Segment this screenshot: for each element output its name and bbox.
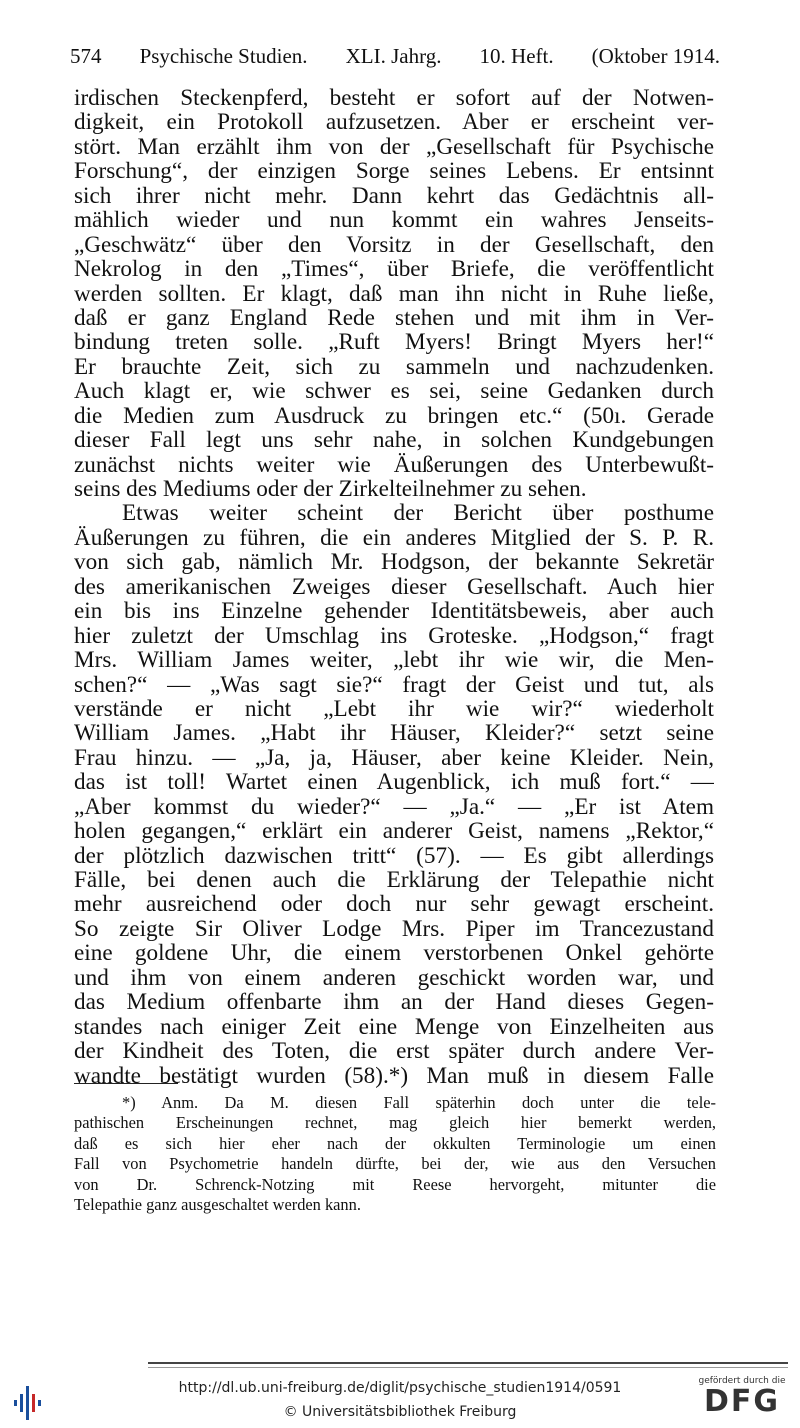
text-line: der plötzlich dazwischen tritt“ (57). — Es gibt allerdings	[74, 843, 714, 868]
text-line: mehr ausreichend oder doch nur sehr gewagt erscheint.	[74, 892, 714, 917]
text-line: holen gegangen,“ erklärt ein anderer Geist, namens „Rektor,“	[74, 819, 714, 844]
text-line: das ist toll! Wartet einen Augenblick, ich muß fort.“ —	[74, 770, 714, 795]
text-line: digkeit, ein Protokoll aufzusetzen. Aber er erscheint ver-	[74, 110, 714, 135]
text-line: dieser Fall legt uns sehr nahe, in solchen Kundgebungen	[74, 428, 714, 453]
text-line: von sich gab, nämlich Mr. Hodgson, der bekannte Sekretär	[74, 550, 714, 575]
running-header	[70, 44, 720, 69]
text-line: sich ihrer nicht mehr. Dann kehrt das Gedächtnis all-	[74, 183, 714, 209]
text-line: der Kindheit des Toten, die erst später durch andere Ver-	[74, 1039, 714, 1064]
text-line: Nekrolog in den „Times“, über Briefe, die veröffentlicht	[74, 257, 714, 282]
footnote-line: pathischen Erscheinungen rechnet, mag gleich hier bemerkt werden,	[74, 1113, 716, 1133]
text-line: verstände er nicht „Lebt ihr wie wir?“ wiederholt	[74, 696, 714, 722]
text-line: hier zuletzt der Umschlag ins Groteske. „Hodgson,“ fragt	[74, 623, 714, 649]
text-line: bindung treten solle. „Ruft Myers! Bringt Myers her!“	[74, 330, 714, 355]
text-line: zunächst nichts weiter wie Äußerungen des Unterbewußt-	[74, 452, 714, 477]
text-line: Äußerungen zu führen, die ein anderes Mitglied der S. P. R.	[74, 525, 714, 551]
text-line: Fälle, bei denen auch die Erklärung der Telepathie nicht	[74, 868, 714, 893]
dfg-tagline: gefördert durch die	[698, 1376, 786, 1386]
footnote-rule	[74, 1083, 178, 1084]
journal-title: Psychische Studien.	[139, 44, 308, 68]
text-line: standes nach einiger Zeit eine Menge von Einzelheiten aus	[74, 1014, 714, 1040]
text-line: das Medium offenbarte ihm an der Hand dieses Gegen-	[74, 990, 714, 1015]
text-line: Forschung“, der einzigen Sorge seines Lebens. Er entsinnt	[74, 159, 714, 184]
text-line: stört. Man erzählt ihm von der „Gesellschaft für Psychische	[74, 134, 714, 160]
viewer-footer	[0, 1372, 800, 1428]
footnote	[74, 1093, 716, 1215]
text-line: So zeigte Sir Oliver Lodge Mrs. Piper im Trancezustand	[74, 916, 714, 942]
footnote-line: Telepathie ganz ausgeschaltet werden kann.	[74, 1194, 361, 1214]
text-line: die Medien zum Ausdruck zu bringen etc.“ (50ı. Gerade	[74, 403, 714, 429]
copyright-notice: © Universitätsbibliothek Freiburg	[283, 1404, 517, 1420]
dfg-wordmark: DFG	[703, 1384, 781, 1419]
issue: 10. Heft.	[479, 44, 554, 68]
text-line: Etwas weiter scheint der Bericht über posthume	[122, 501, 714, 526]
body-text	[74, 86, 714, 1088]
text-line: daß er ganz England Rede stehen und mit ihm in Ver-	[74, 305, 714, 331]
issue-date: (Oktober 1914.	[591, 44, 720, 68]
text-line: mählich wieder und nun kommt ein wahres Jenseits-	[74, 208, 714, 233]
scan-edge	[148, 1367, 788, 1368]
text-line: Frau hinzu. — „Ja, ja, Häuser, aber keine Kleider. Nein,	[74, 745, 714, 771]
scan-edge	[148, 1362, 788, 1364]
footnote-line: von Dr. Schrenck-Notzing mit Reese hervorgeht, mitunter die	[74, 1174, 716, 1194]
text-line: seins des Mediums oder der Zirkelteilnehmer zu sehen.	[74, 477, 587, 502]
text-line: werden sollten. Er klagt, daß man ihn nicht in Ruhe ließe,	[74, 281, 714, 306]
text-line: ein bis ins Einzelne gehender Identitätsbeweis, aber auch	[74, 599, 714, 624]
text-line: eine goldene Uhr, die einem verstorbenen Onkel gehörte	[74, 941, 714, 966]
footnote-line: *) Anm. Da M. diesen Fall späterhin doch unter die tele-	[122, 1093, 716, 1112]
text-line: Er brauchte Zeit, sich zu sammeln und nachzudenken.	[74, 354, 714, 380]
footnote-line: daß es sich hier eher nach der okkulten Terminologie um einen	[74, 1133, 716, 1153]
permalink-url[interactable]: http://dl.ub.uni-freiburg.de/diglit/psychische_studien1914/0591	[178, 1380, 622, 1396]
text-line: und ihm von einem anderen geschickt worden war, und	[74, 965, 714, 991]
text-line: William James. „Habt ihr Häuser, Kleider?“ setzt seine	[74, 721, 714, 746]
text-line: schen?“ — „Was sagt sie?“ fragt der Geist und tut, als	[74, 672, 714, 697]
text-line: Auch klagt er, wie schwer es sei, seine Gedanken durch	[74, 379, 714, 404]
volume: XLI. Jahrg.	[345, 44, 442, 68]
text-line: „Geschwätz“ über den Vorsitz in der Gesellschaft, den	[74, 232, 714, 258]
text-line: Mrs. William James weiter, „lebt ihr wie wir, die Men-	[74, 648, 714, 673]
text-line: „Aber kommst du wieder?“ — „Ja.“ — „Er ist Atem	[74, 794, 714, 820]
dfg-logo	[696, 1376, 788, 1418]
page-number: 574	[70, 44, 102, 68]
text-line: des amerikanischen Zweiges dieser Gesellschaft. Auch hier	[74, 574, 714, 600]
text-line: irdischen Steckenpferd, besteht er sofort auf der Notwen-	[74, 86, 714, 111]
footnote-line: Fall von Psychometrie handeln dürfte, bei der, wie aus den Versuchen	[74, 1154, 716, 1174]
text-line: wandte bestätigt wurden (58).*) Man muß in diesem Falle	[74, 1063, 714, 1088]
